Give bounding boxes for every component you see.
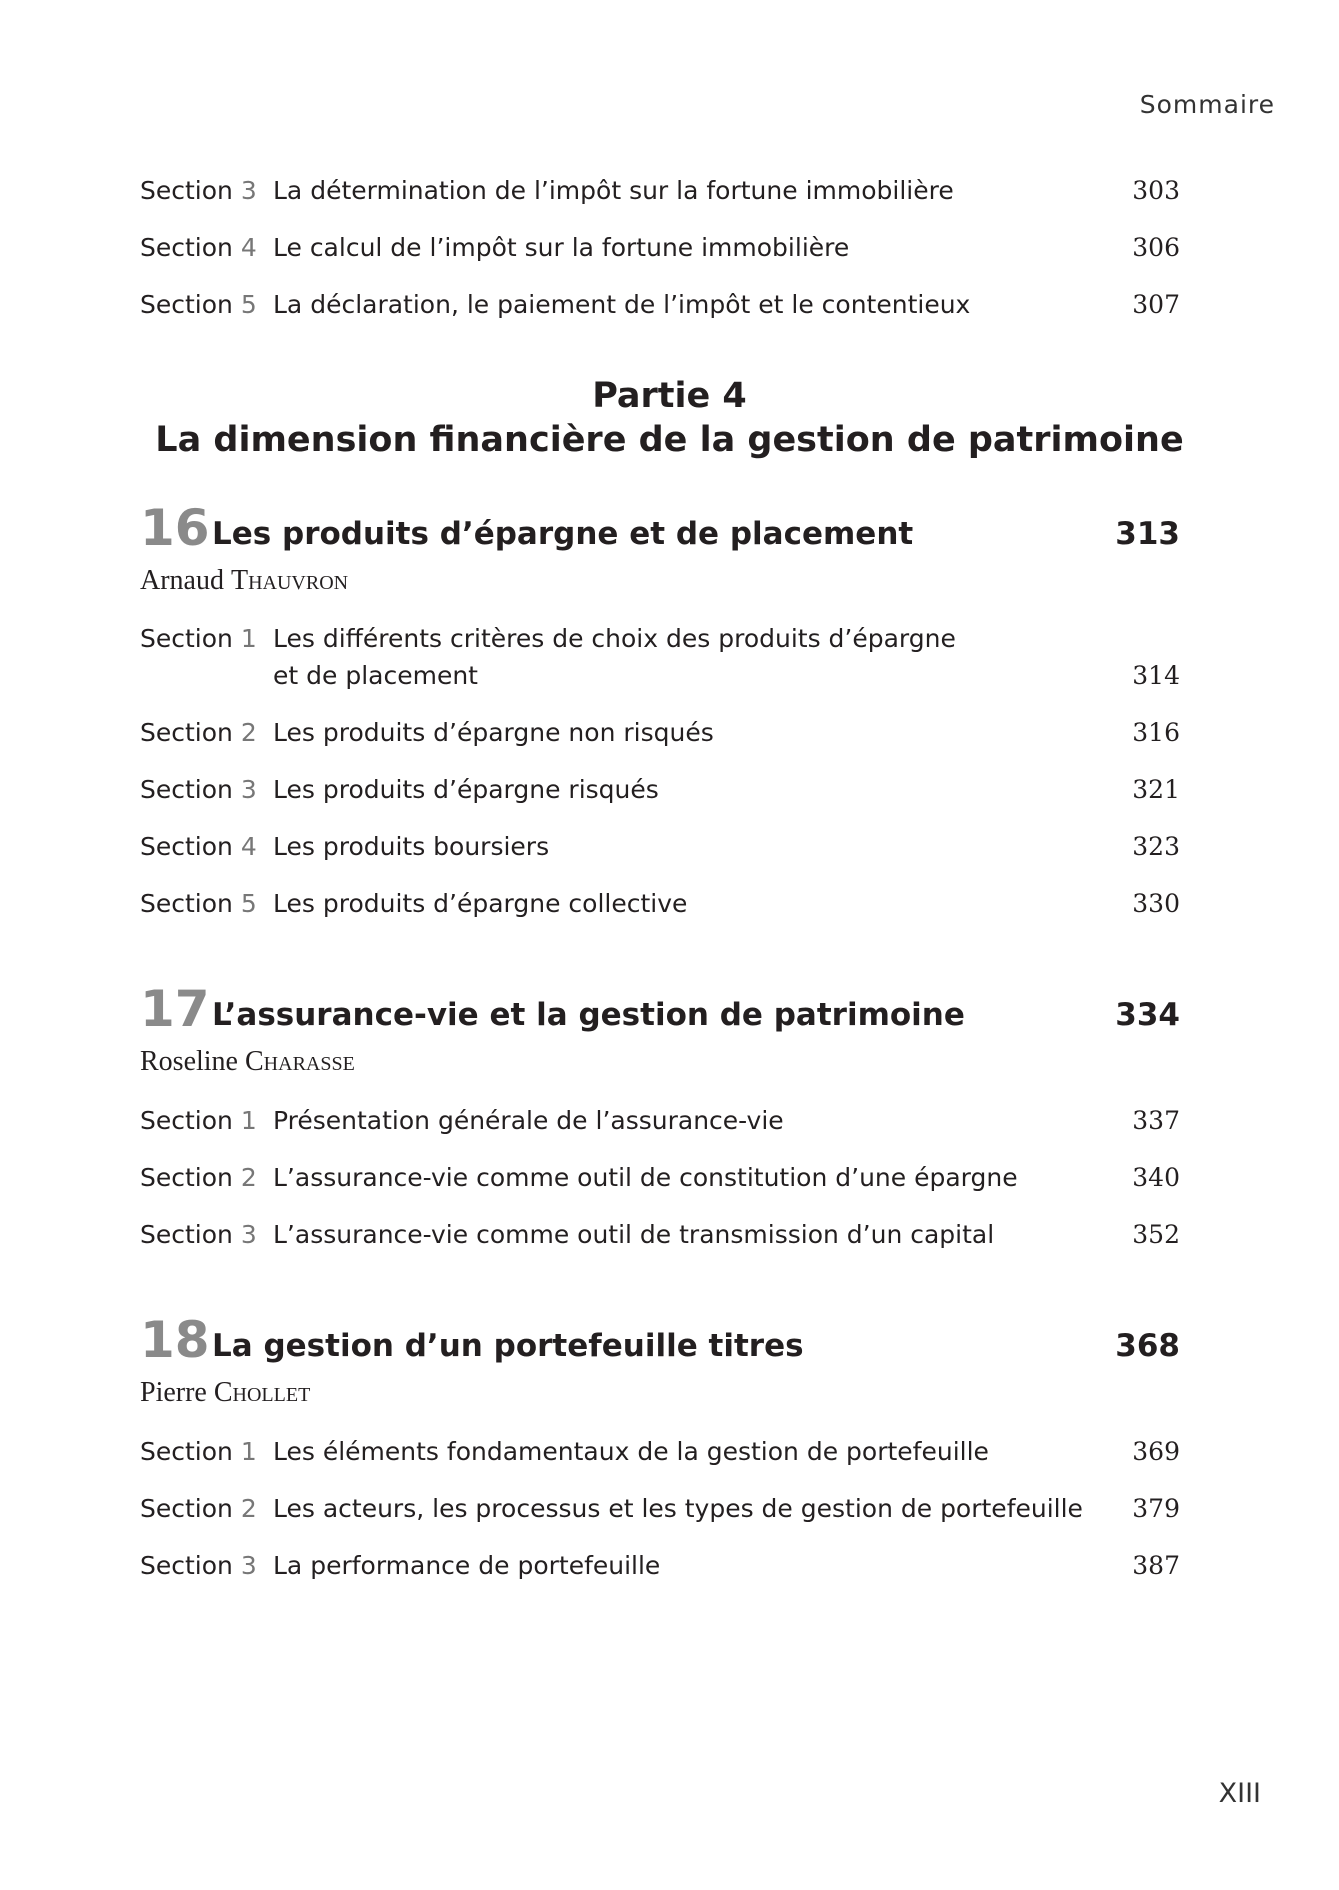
section-page: 387: [1132, 1551, 1180, 1580]
section-page: 316: [1132, 718, 1180, 747]
section-title: Les différents critères de choix des produits d’épargne et de placement: [273, 624, 956, 690]
section-number: 1: [240, 1437, 257, 1466]
section-number: 2: [240, 1163, 257, 1192]
section-page: 323: [1132, 832, 1180, 861]
part-heading: [0, 374, 1339, 462]
section-number: 3: [240, 775, 257, 804]
section-title: Les éléments fondamentaux de la gestion de portefeuille: [273, 1437, 989, 1466]
section-number: 5: [240, 889, 257, 918]
section-number: 3: [240, 1551, 257, 1580]
chapter-title: L’assurance-vie et la gestion de patrimoine: [212, 997, 965, 1033]
section-label: Section: [140, 1163, 233, 1192]
section-title: Les produits d’épargne risqués: [273, 775, 659, 804]
section-title: L’assurance-vie comme outil de constitution d’une épargne: [273, 1163, 1018, 1192]
section-title: La détermination de l’impôt sur la fortune immobilière: [273, 176, 954, 205]
section-number: 1: [240, 624, 257, 653]
toc-entry[interactable]: [140, 620, 1180, 694]
chapter-number: 17: [140, 980, 210, 1038]
chapter-number: 16: [140, 499, 210, 557]
section-number: 2: [240, 1494, 257, 1523]
section-page: 307: [1132, 290, 1180, 319]
section-page: 369: [1132, 1437, 1180, 1466]
section-page: 303: [1132, 176, 1180, 205]
section-page: 337: [1132, 1106, 1180, 1135]
chapter-page: 313: [1115, 516, 1180, 552]
chapter-title: Les produits d’épargne et de placement: [212, 516, 914, 552]
section-title: Les produits d’épargne non risqués: [273, 718, 714, 747]
section-title: Les produits d’épargne collective: [273, 889, 688, 918]
section-title: La performance de portefeuille: [273, 1551, 661, 1580]
running-head: Sommaire: [1139, 90, 1275, 119]
section-title: Le calcul de l’impôt sur la fortune immobilière: [273, 233, 850, 262]
section-page: 314: [1132, 661, 1180, 690]
section-title: L’assurance-vie comme outil de transmission d’un capital: [273, 1220, 995, 1249]
section-title: Présentation générale de l’assurance-vie: [273, 1106, 784, 1135]
section-label: Section: [140, 1437, 233, 1466]
chapter-page: 334: [1115, 997, 1180, 1033]
section-label: Section: [140, 1106, 233, 1135]
section-number: 4: [240, 233, 257, 262]
section-label: Section: [140, 624, 233, 653]
section-title: La déclaration, le paiement de l’impôt et le contentieux: [273, 290, 971, 319]
section-label: Section: [140, 775, 233, 804]
chapter-author: Arnaud Thauvron: [140, 565, 349, 596]
section-label: Section: [140, 832, 233, 861]
part-number: Partie 4: [592, 376, 747, 416]
chapter-page: 368: [1115, 1328, 1180, 1364]
section-number: 1: [240, 1106, 257, 1135]
section-title: Les acteurs, les processus et les types de gestion de portefeuille: [273, 1494, 1083, 1523]
section-page: 321: [1132, 775, 1180, 804]
section-label: Section: [140, 1220, 233, 1249]
page-folio: XIII: [1218, 1778, 1261, 1809]
section-label: Section: [140, 1494, 233, 1523]
chapter-author: Roseline Charasse: [140, 1046, 355, 1077]
section-label: Section: [140, 1551, 233, 1580]
part-title: La dimension financière de la gestion de patrimoine: [155, 420, 1184, 460]
chapter-heading[interactable]: [140, 1308, 1180, 1368]
section-label: Section: [140, 176, 233, 205]
section-label: Section: [140, 290, 233, 319]
section-number: 2: [240, 718, 257, 747]
chapter-title: La gestion d’un portefeuille titres: [212, 1328, 804, 1364]
chapter-number: 18: [140, 1311, 210, 1369]
section-page: 379: [1132, 1494, 1180, 1523]
section-number: 4: [240, 832, 257, 861]
section-label: Section: [140, 233, 233, 262]
chapter-heading[interactable]: [140, 977, 1180, 1037]
section-page: 340: [1132, 1163, 1180, 1192]
section-label: Section: [140, 718, 233, 747]
section-number: 3: [240, 1220, 257, 1249]
section-number: 3: [240, 176, 257, 205]
section-page: 306: [1132, 233, 1180, 262]
section-page: 352: [1132, 1220, 1180, 1249]
section-page: 330: [1132, 889, 1180, 918]
chapter-heading[interactable]: [140, 496, 1180, 556]
section-number: 5: [240, 290, 257, 319]
section-title: Les produits boursiers: [273, 832, 550, 861]
chapter-author: Pierre Chollet: [140, 1377, 311, 1408]
section-label: Section: [140, 889, 233, 918]
